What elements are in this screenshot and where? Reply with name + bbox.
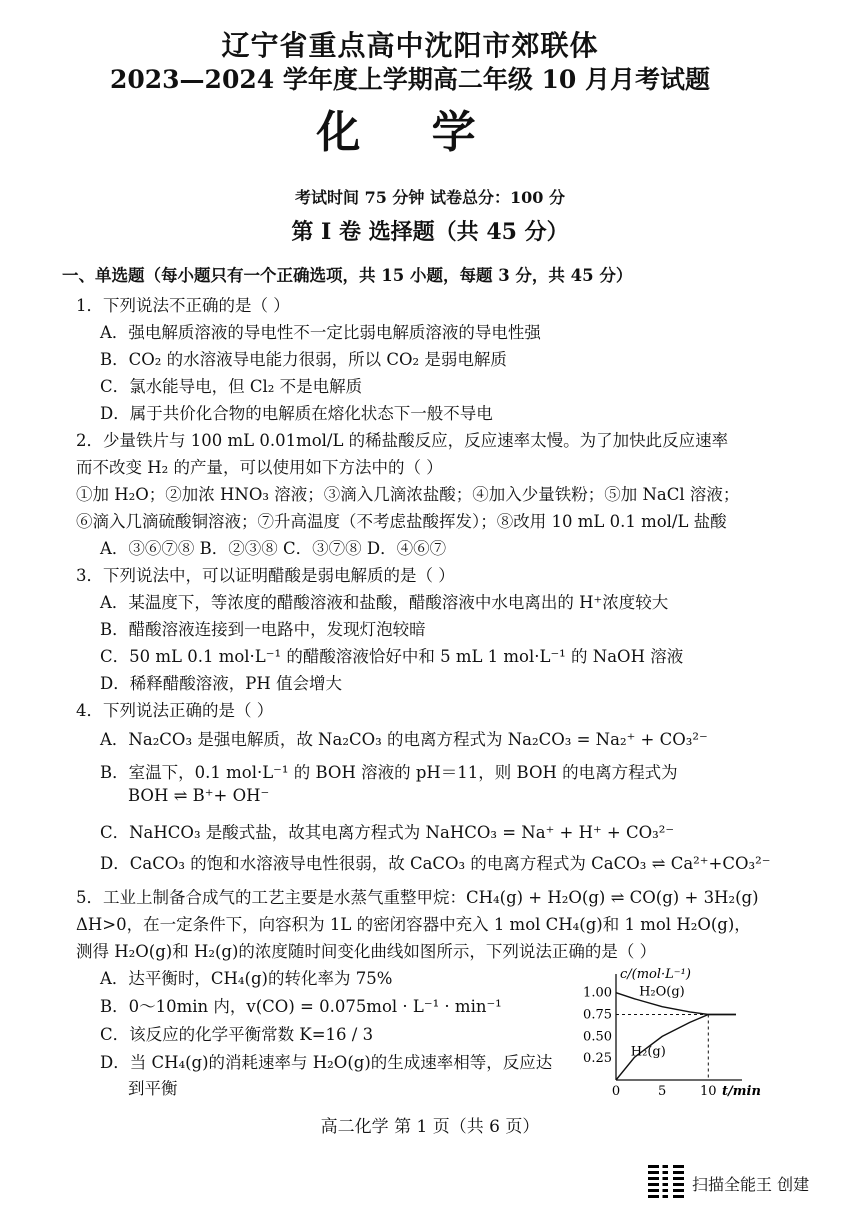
concentration-time-chart — [578, 966, 761, 1099]
subject-title: 化 学 — [316, 107, 504, 158]
question-line: A．强电解质溶液的导电性不一定比弱电解质溶液的导电性强 — [100, 323, 541, 342]
question-line: B．醋酸溶液连接到一电路中，发现灯泡较暗 — [100, 620, 426, 639]
series-label: H₂(g) — [630, 1044, 666, 1060]
scanner-brand-text: 扫描全能王 创建 — [692, 1174, 810, 1194]
y-axis-label: c/(mol·L⁻¹) — [620, 967, 691, 982]
y-tick-label: 1.00 — [583, 985, 612, 1001]
question-line: D．属于共价化合物的电解质在熔化状态下一般不导电 — [100, 404, 493, 423]
question-line: 2．少量铁片与 100 mL 0.01mol/L 的稀盐酸反应，反应速率太慢。为了加快此反应速率 — [76, 431, 729, 450]
question-line: A．③⑥⑦⑧ B．②③⑧ C．③⑦⑧ D．④⑥⑦ — [100, 539, 447, 558]
question-line: C．氯水能导电，但 Cl₂ 不是电解质 — [100, 377, 363, 396]
y-tick-label: 0.25 — [583, 1051, 612, 1067]
question-line: C．50 mL 0.1 mol·L⁻¹ 的醋酸溶液恰好中和 5 mL 1 mol·L⁻¹ 的 NaOH 溶液 — [100, 647, 684, 666]
question-line: B．0～10min 内，v(CO) = 0.075mol · L⁻¹ · min⁻¹ — [100, 997, 502, 1016]
qr-code-icon — [648, 1165, 684, 1201]
x-tick-label: 10 — [700, 1084, 717, 1099]
question-line: 到平衡 — [128, 1079, 178, 1098]
question-line: 测得 H₂O(g)和 H₂(g)的浓度随时间变化曲线如图所示，下列说法正确的是（ ） — [76, 942, 657, 961]
y-tick-label: 0.50 — [583, 1029, 612, 1045]
question-line: B．室温下，0.1 mol·L⁻¹ 的 BOH 溶液的 pH＝11，则 BOH 的电离方程式为 — [100, 763, 678, 782]
question-line: C．NaHCO₃ 是酸式盐，故其电离方程式为 NaHCO₃ = Na⁺ + H⁺ + CO₃²⁻ — [100, 823, 675, 842]
question-line: 3．下列说法中，可以证明醋酸是弱电解质的是（ ） — [76, 566, 455, 585]
page-footer: 高二化学 第 1 页（共 6 页） — [320, 1117, 540, 1137]
series-label: H₂O(g) — [639, 984, 685, 1000]
question-line: 5．工业上制备合成气的工艺主要是水蒸气重整甲烷：CH₄(g) + H₂O(g) ⇌ CO(g) + 3H₂(g) — [76, 888, 759, 907]
question-line: ΔH>0，在一定条件下，向容积为 1L 的密闭容器中充入 1 mol CH₄(g)和 1 mol H₂O(g)， — [76, 915, 751, 934]
question-line: ⑥滴入几滴硫酸铜溶液；⑦升高温度（不考虑盐酸挥发）；⑧改用 10 mL 0.1 mol/L 盐酸 — [76, 512, 727, 531]
question-line: 1．下列说法不正确的是（ ） — [76, 296, 290, 315]
question-line: A．Na₂CO₃ 是强电解质，故 Na₂CO₃ 的电离方程式为 Na₂CO₃ = Na₂⁺ + CO₃²⁻ — [100, 730, 708, 749]
question-line: 4．下列说法正确的是（ ） — [76, 701, 274, 720]
question-line: 而不改变 H₂ 的产量，可以使用如下方法中的（ ） — [76, 458, 443, 477]
section-heading: 一、单选题（每小题只有一个正确选项，共 15 小题，每题 3 分，共 45 分） — [62, 266, 633, 285]
question-line: B．CO₂ 的水溶液导电能力很弱，所以 CO₂ 是弱电解质 — [100, 350, 507, 369]
x-axis-label: t/min — [722, 1084, 761, 1099]
scanner-watermark — [648, 1165, 809, 1201]
question-line: A．某温度下，等浓度的醋酸溶液和盐酸，醋酸溶液中水电离出的 H⁺浓度较大 — [100, 593, 669, 612]
title-line-1: 辽宁省重点高中沈阳市郊联体 — [221, 29, 599, 62]
x-tick-label: 5 — [658, 1084, 667, 1099]
question-line: D．CaCO₃ 的饱和水溶液导电性很弱，故 CaCO₃ 的电离方程式为 CaCO₃ ⇌ Ca²⁺+CO₃²⁻ — [100, 854, 771, 873]
question-line: D．当 CH₄(g)的消耗速率与 H₂O(g)的生成速率相等，反应达 — [100, 1053, 553, 1072]
question-line: ①加 H₂O；②加浓 HNO₃ 溶液；③滴入几滴浓盐酸；④加入少量铁粉；⑤加 NaCl 溶液； — [76, 485, 740, 504]
question-line: C．该反应的化学平衡常数 K=16 / 3 — [100, 1025, 374, 1044]
question-line: A．达平衡时，CH₄(g)的转化率为 75% — [100, 969, 393, 988]
question-line: BOH ⇌ B⁺+ OH⁻ — [128, 786, 270, 805]
y-tick-label: 0.75 — [583, 1007, 612, 1023]
question-line: D．稀释醋酸溶液，PH 值会增大 — [100, 674, 342, 693]
title-line-2: 2023—2024 学年度上学期高二年级 10 月月考试题 — [109, 65, 711, 94]
exam-meta: 考试时间 75 分钟 试卷总分：100 分 — [295, 188, 565, 207]
x-tick-label: 0 — [611, 1084, 621, 1099]
part-title: 第 I 卷 选择题（共 45 分） — [291, 219, 569, 245]
